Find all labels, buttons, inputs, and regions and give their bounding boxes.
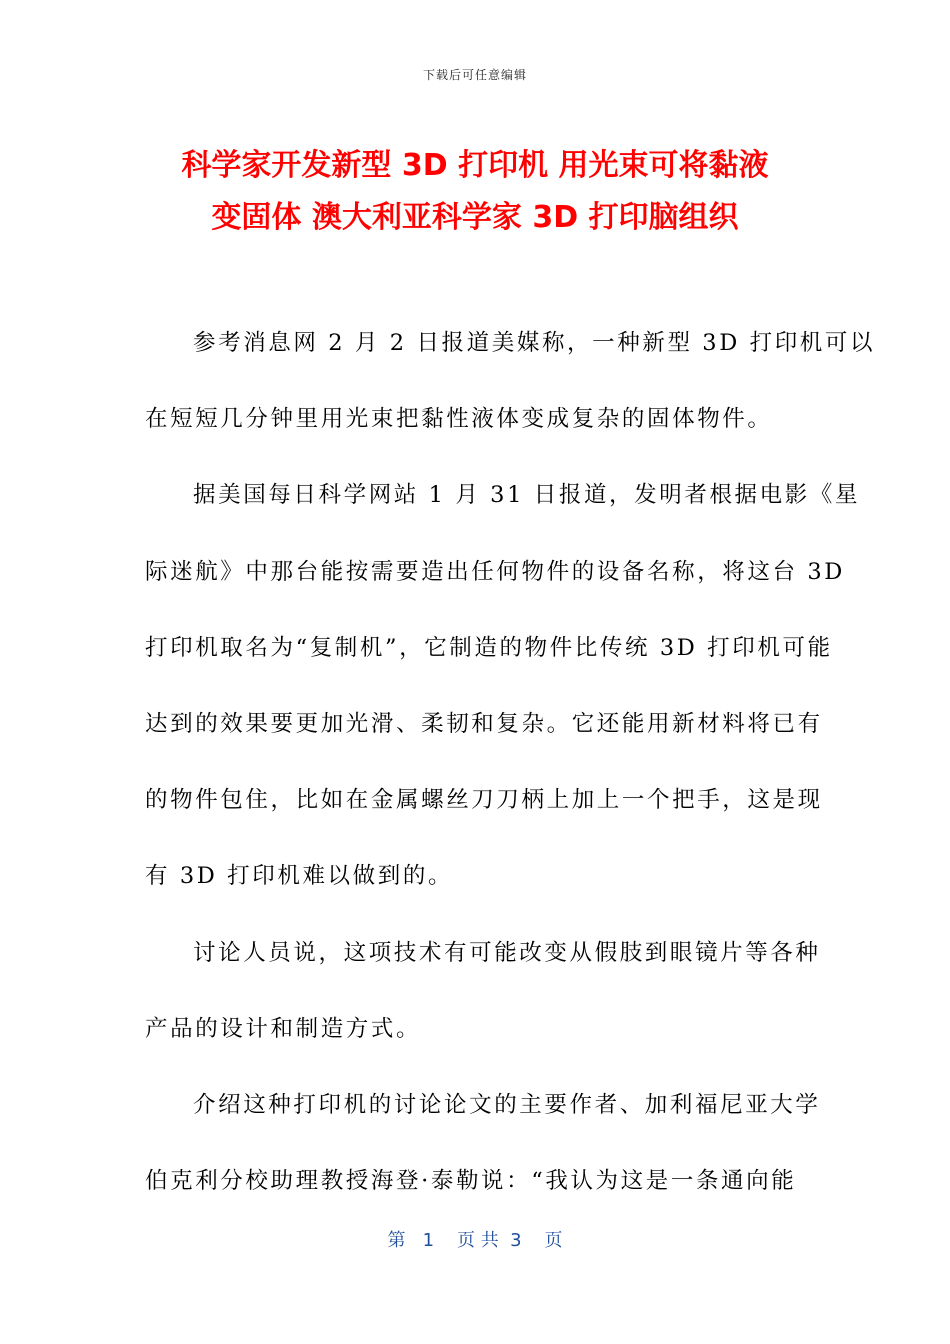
paragraph-4-line-1: 介绍这种打印机的讨论论文的主要作者、加利福尼亚大学 [193,1091,821,1118]
paragraph-1-line-2: 在短短几分钟里用光束把黏性液体变成复杂的固体物件。 [145,406,773,433]
paragraph-2-line-5: 的物件包住，比如在金属螺丝刀刀柄上加上一个把手，这是现 [145,787,823,814]
paragraph-2-line-3: 打印机取名为“复制机”，它制造的物件比传统 3D 打印机可能 [145,634,833,661]
paragraph-2-line-4: 达到的效果要更加光滑、柔韧和复杂。它还能用新材料将已有 [145,710,823,737]
paragraph-4-line-2: 伯克利分校助理教授海登·泰勒说：“我认为这是一条通向能 [145,1168,797,1195]
header-note: 下载后可任意编辑 [422,68,527,82]
title-line-1: 科学家开发新型 3D 打印机 用光束可将黏液 [181,148,769,183]
paragraph-2-line-6: 有 3D 打印机难以做到的。 [145,863,454,890]
paragraph-3-line-2: 产品的设计和制造方式。 [145,1015,422,1042]
paragraph-1-line-1: 参考消息网 2 月 2 日报道美媒称，一种新型 3D 打印机可以 [193,330,876,356]
paragraph-2-line-1: 据美国每日科学网站 1 月 31 日报道，发明者根据电影《星 [193,482,861,509]
body-text [145,321,876,1235]
paragraph-3-line-1: 讨论人员说，这项技术有可能改变从假肢到眼镜片等各种 [193,939,821,966]
title-line-2: 变固体 澳大利亚科学家 3D 打印脑组织 [211,200,739,235]
paragraph-2-line-2: 际迷航》中那台能按需要造出任何物件的设备名称，将这台 3D [145,558,845,585]
page-number-footer: 第 1 页 共 3 页 [387,1230,563,1251]
document-title [120,140,830,244]
